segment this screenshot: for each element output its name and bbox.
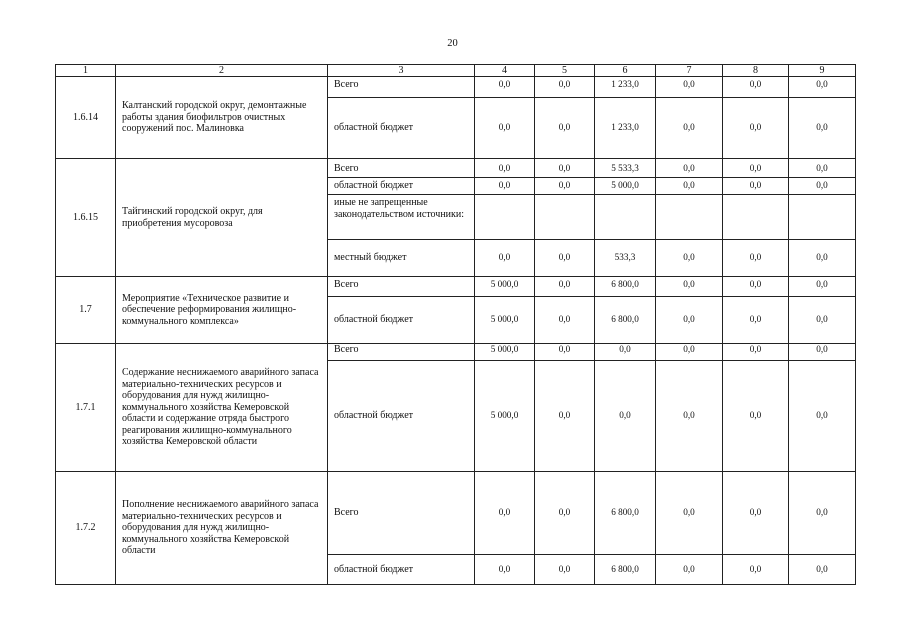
funding-source: Всего xyxy=(328,344,475,361)
value-cell xyxy=(723,195,789,240)
value-cell: 0,0 xyxy=(656,178,723,195)
row-number: 1.7 xyxy=(56,277,116,344)
value-cell: 0,0 xyxy=(789,555,856,585)
value-cell: 0,0 xyxy=(723,297,789,344)
value-cell: 0,0 xyxy=(789,472,856,555)
value-cell: 0,0 xyxy=(656,77,723,98)
value-cell: 6 800,0 xyxy=(595,472,656,555)
value-cell: 6 800,0 xyxy=(595,555,656,585)
value-cell: 5 000,0 xyxy=(475,361,535,472)
table-row xyxy=(56,344,856,361)
funding-source: областной бюджет xyxy=(328,178,475,195)
value-cell: 0,0 xyxy=(535,361,595,472)
value-cell: 0,0 xyxy=(656,277,723,297)
value-cell: 0,0 xyxy=(656,98,723,159)
value-cell: 0,0 xyxy=(723,472,789,555)
column-header: 1 xyxy=(56,65,116,77)
value-cell xyxy=(475,195,535,240)
value-cell: 0,0 xyxy=(535,98,595,159)
funding-source: Всего xyxy=(328,277,475,297)
value-cell: 0,0 xyxy=(723,77,789,98)
value-cell: 0,0 xyxy=(595,361,656,472)
table-row xyxy=(56,277,856,297)
row-name: Тайгинский городской округ, для приобретения мусоровоза xyxy=(116,159,328,277)
row-number: 1.6.14 xyxy=(56,77,116,159)
value-cell: 0,0 xyxy=(723,361,789,472)
value-cell: 0,0 xyxy=(656,555,723,585)
value-cell: 0,0 xyxy=(475,77,535,98)
value-cell: 5 000,0 xyxy=(475,277,535,297)
value-cell: 0,0 xyxy=(789,240,856,277)
value-cell: 6 800,0 xyxy=(595,297,656,344)
value-cell: 0,0 xyxy=(656,159,723,178)
value-cell: 0,0 xyxy=(535,277,595,297)
budget-table xyxy=(55,64,856,585)
value-cell: 5 000,0 xyxy=(475,297,535,344)
value-cell: 0,0 xyxy=(535,344,595,361)
column-header: 8 xyxy=(723,65,789,77)
table-row xyxy=(56,159,856,178)
value-cell: 0,0 xyxy=(475,98,535,159)
value-cell: 0,0 xyxy=(789,361,856,472)
value-cell: 0,0 xyxy=(789,344,856,361)
value-cell: 0,0 xyxy=(535,178,595,195)
table-row xyxy=(56,472,856,555)
value-cell: 0,0 xyxy=(475,240,535,277)
row-number: 1.6.15 xyxy=(56,159,116,277)
value-cell: 0,0 xyxy=(475,555,535,585)
funding-source: областной бюджет xyxy=(328,297,475,344)
value-cell: 0,0 xyxy=(723,178,789,195)
value-cell: 0,0 xyxy=(789,159,856,178)
value-cell: 5 000,0 xyxy=(595,178,656,195)
row-name: Мероприятие «Техническое развитие и обеспечение реформирования жилищно-коммунального комплекса» xyxy=(116,277,328,344)
row-number: 1.7.2 xyxy=(56,472,116,585)
funding-source: местный бюджет xyxy=(328,240,475,277)
value-cell: 0,0 xyxy=(535,240,595,277)
funding-source: Всего xyxy=(328,159,475,178)
value-cell: 0,0 xyxy=(789,297,856,344)
table-header-row xyxy=(56,65,856,77)
value-cell: 1 233,0 xyxy=(595,77,656,98)
value-cell: 0,0 xyxy=(535,555,595,585)
value-cell: 0,0 xyxy=(723,277,789,297)
value-cell: 0,0 xyxy=(535,159,595,178)
value-cell: 0,0 xyxy=(789,98,856,159)
value-cell: 5 000,0 xyxy=(475,344,535,361)
row-name: Содержание неснижаемого аварийного запаса материально-технических ресурсов и оборудования для нужд жилищно-коммунального хозяйства Кемеровской области и содержание отряда быстрого реагирования жилищно-коммунального хозяйства Кемеровской области xyxy=(116,344,328,472)
value-cell: 0,0 xyxy=(475,178,535,195)
value-cell: 0,0 xyxy=(723,98,789,159)
column-header: 3 xyxy=(328,65,475,77)
value-cell: 0,0 xyxy=(656,472,723,555)
column-header: 9 xyxy=(789,65,856,77)
funding-source: областной бюджет xyxy=(328,98,475,159)
row-name: Пополнение неснижаемого аварийного запаса материально-технических ресурсов и оборудования для нужд жилищно-коммунального хозяйства Кемеровской области xyxy=(116,472,328,585)
value-cell: 0,0 xyxy=(535,297,595,344)
value-cell: 0,0 xyxy=(535,472,595,555)
column-header: 4 xyxy=(475,65,535,77)
funding-source: иные не запрещенные законодательством источники: xyxy=(328,195,475,240)
value-cell: 0,0 xyxy=(656,297,723,344)
value-cell xyxy=(656,195,723,240)
value-cell: 6 800,0 xyxy=(595,277,656,297)
value-cell: 0,0 xyxy=(475,472,535,555)
column-header: 7 xyxy=(656,65,723,77)
value-cell: 0,0 xyxy=(475,159,535,178)
value-cell: 0,0 xyxy=(723,344,789,361)
value-cell: 5 533,3 xyxy=(595,159,656,178)
value-cell: 0,0 xyxy=(789,277,856,297)
row-name: Калтанский городской округ, демонтажные работы здания биофильтров очистных сооружений пос. Малиновка xyxy=(116,77,328,159)
value-cell: 0,0 xyxy=(723,159,789,178)
value-cell: 0,0 xyxy=(535,77,595,98)
funding-source: областной бюджет xyxy=(328,361,475,472)
value-cell: 0,0 xyxy=(595,344,656,361)
value-cell xyxy=(789,195,856,240)
value-cell: 533,3 xyxy=(595,240,656,277)
table-row xyxy=(56,77,856,98)
value-cell: 0,0 xyxy=(789,178,856,195)
value-cell xyxy=(595,195,656,240)
page-number: 20 xyxy=(447,38,458,49)
value-cell: 0,0 xyxy=(723,555,789,585)
funding-source: областной бюджет xyxy=(328,555,475,585)
value-cell xyxy=(535,195,595,240)
column-header: 5 xyxy=(535,65,595,77)
funding-source: Всего xyxy=(328,77,475,98)
funding-source: Всего xyxy=(328,472,475,555)
value-cell: 0,0 xyxy=(656,240,723,277)
value-cell: 0,0 xyxy=(789,77,856,98)
value-cell: 0,0 xyxy=(656,361,723,472)
column-header: 2 xyxy=(116,65,328,77)
column-header: 6 xyxy=(595,65,656,77)
value-cell: 0,0 xyxy=(723,240,789,277)
value-cell: 0,0 xyxy=(656,344,723,361)
row-number: 1.7.1 xyxy=(56,344,116,472)
value-cell: 1 233,0 xyxy=(595,98,656,159)
